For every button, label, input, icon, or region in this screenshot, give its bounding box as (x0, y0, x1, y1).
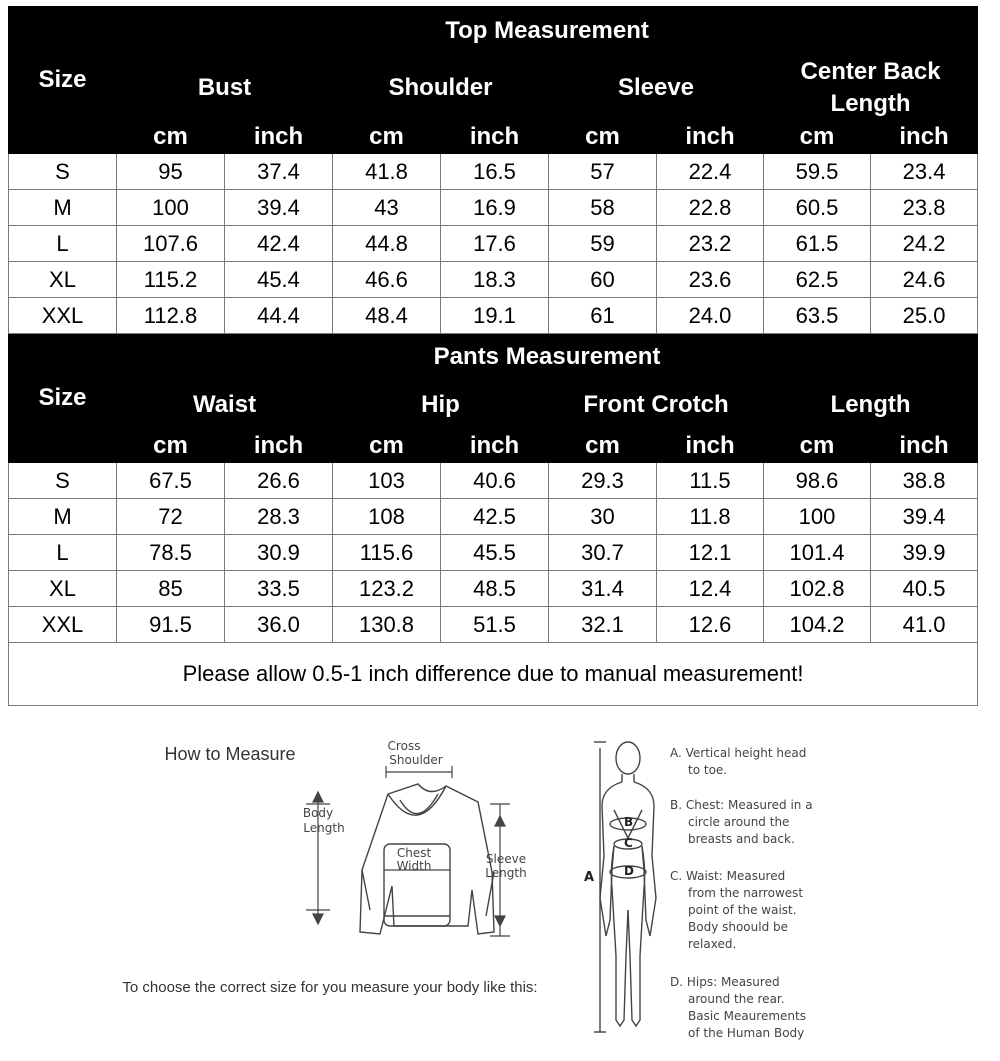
top-unit-header: cm (549, 121, 657, 154)
pants-value-cell: 12.6 (657, 607, 764, 643)
pants-table-row (9, 499, 978, 535)
pants-value-cell: 123.2 (333, 571, 441, 607)
top-value-cell: 44.4 (225, 298, 333, 334)
legend-line: relaxed. (688, 937, 737, 951)
pants-value-cell: 41.0 (871, 607, 978, 643)
body-length-label-line1: Body (302, 806, 334, 820)
pants-measurement-title: Pants Measurement (117, 334, 978, 381)
pants-size-cell: S (9, 463, 117, 499)
size-chart-table (8, 6, 978, 706)
top-measurement-title: Top Measurement (117, 7, 978, 56)
pants-value-cell: 40.6 (441, 463, 549, 499)
legend-line: to toe. (688, 763, 728, 777)
pants-unit-header: cm (549, 430, 657, 463)
pants-value-cell: 101.4 (764, 535, 871, 571)
top-unit-header: inch (871, 121, 978, 154)
top-size-header: Size (9, 7, 117, 154)
top-value-cell: 62.5 (764, 262, 871, 298)
pants-value-cell: 42.5 (441, 499, 549, 535)
top-table-row (9, 226, 978, 262)
pants-unit-header: cm (117, 430, 225, 463)
top-size-cell: L (9, 226, 117, 262)
top-value-cell: 24.2 (871, 226, 978, 262)
pants-value-cell: 38.8 (871, 463, 978, 499)
top-table-row (9, 190, 978, 226)
pants-size-cell: XXL (9, 607, 117, 643)
top-value-cell: 39.4 (225, 190, 333, 226)
pants-table-row (9, 571, 978, 607)
top-value-cell: 42.4 (225, 226, 333, 262)
body-length-label-line2: Length (303, 821, 345, 835)
cross-label-line2: Shoulder (389, 753, 443, 767)
top-value-cell: 95 (117, 154, 225, 190)
top-size-cell: S (9, 154, 117, 190)
pants-value-cell: 36.0 (225, 607, 333, 643)
sleeve-length-label-line2: Length (485, 866, 527, 880)
top-value-cell: 60 (549, 262, 657, 298)
top-value-cell: 59.5 (764, 154, 871, 190)
measurement-legend (670, 746, 813, 1040)
pants-table-row (9, 463, 978, 499)
pants-group-front-crotch: Front Crotch (549, 381, 764, 430)
top-value-cell: 41.8 (333, 154, 441, 190)
top-value-cell: 60.5 (764, 190, 871, 226)
pants-value-cell: 98.6 (764, 463, 871, 499)
pants-value-cell: 39.4 (871, 499, 978, 535)
top-value-cell: 48.4 (333, 298, 441, 334)
pants-group-hip: Hip (333, 381, 549, 430)
legend-line: circle around the (688, 815, 790, 829)
pants-value-cell: 108 (333, 499, 441, 535)
pants-value-cell: 31.4 (549, 571, 657, 607)
top-unit-header: cm (117, 121, 225, 154)
pants-size-header: Size (9, 334, 117, 463)
top-value-cell: 61 (549, 298, 657, 334)
pants-value-cell: 91.5 (117, 607, 225, 643)
top-value-cell: 59 (549, 226, 657, 262)
pants-value-cell: 45.5 (441, 535, 549, 571)
legend-line: B. Chest: Measured in a (670, 798, 813, 812)
chest-width-label-line1: Chest (396, 846, 432, 860)
top-value-cell: 23.4 (871, 154, 978, 190)
size-chart (8, 6, 977, 706)
legend-line: Basic Meaurements (688, 1009, 806, 1023)
pants-value-cell: 33.5 (225, 571, 333, 607)
top-group-sleeve: Sleeve (549, 56, 764, 121)
top-size-cell: M (9, 190, 117, 226)
pants-value-cell: 30.9 (225, 535, 333, 571)
pants-value-cell: 26.6 (225, 463, 333, 499)
legend-line: from the narrowest (688, 886, 804, 900)
pants-value-cell: 30 (549, 499, 657, 535)
top-value-cell: 23.6 (657, 262, 764, 298)
pants-value-cell: 130.8 (333, 607, 441, 643)
pants-value-cell: 30.7 (549, 535, 657, 571)
legend-line: of the Human Body (688, 1026, 805, 1040)
pants-unit-header: inch (225, 430, 333, 463)
top-group-center-back-length: Center Back Length (764, 56, 978, 121)
top-value-cell: 16.9 (441, 190, 549, 226)
top-unit-header: inch (441, 121, 549, 154)
top-value-cell: 16.5 (441, 154, 549, 190)
pants-value-cell: 103 (333, 463, 441, 499)
top-value-cell: 22.4 (657, 154, 764, 190)
pants-value-cell: 51.5 (441, 607, 549, 643)
legend-line: C. Waist: Measured (670, 869, 786, 883)
top-value-cell: 44.8 (333, 226, 441, 262)
top-value-cell: 25.0 (871, 298, 978, 334)
top-value-cell: 107.6 (117, 226, 225, 262)
top-unit-header: cm (764, 121, 871, 154)
body-letter-c: C (624, 836, 633, 850)
legend-line: point of the waist. (688, 903, 797, 917)
top-value-cell: 17.6 (441, 226, 549, 262)
top-value-cell: 115.2 (117, 262, 225, 298)
pants-unit-header: inch (657, 430, 764, 463)
pants-value-cell: 100 (764, 499, 871, 535)
pants-value-cell: 67.5 (117, 463, 225, 499)
body-letter-b: B (624, 815, 634, 829)
pants-group-length: Length (764, 381, 978, 430)
pants-value-cell: 40.5 (871, 571, 978, 607)
top-value-cell: 18.3 (441, 262, 549, 298)
pants-table-row (9, 535, 978, 571)
top-value-cell: 100 (117, 190, 225, 226)
top-value-cell: 37.4 (225, 154, 333, 190)
top-unit-header: inch (657, 121, 764, 154)
legend-line: D. Hips: Measured (670, 975, 780, 989)
how-to-measure-section (0, 720, 1000, 1060)
pants-size-cell: M (9, 499, 117, 535)
top-size-cell: XXL (9, 298, 117, 334)
pants-table-row (9, 607, 978, 643)
pants-size-cell: L (9, 535, 117, 571)
body-letter-d: D (624, 864, 634, 878)
body-letter-a: A (584, 870, 595, 885)
pants-value-cell: 11.8 (657, 499, 764, 535)
pants-measurement-section (9, 334, 978, 643)
top-value-cell: 24.6 (871, 262, 978, 298)
pants-value-cell: 32.1 (549, 607, 657, 643)
top-value-cell: 57 (549, 154, 657, 190)
top-unit-header: cm (333, 121, 441, 154)
pants-unit-header: inch (441, 430, 549, 463)
top-value-cell: 19.1 (441, 298, 549, 334)
top-value-cell: 58 (549, 190, 657, 226)
pants-group-waist: Waist (117, 381, 333, 430)
top-value-cell: 43 (333, 190, 441, 226)
pants-value-cell: 48.5 (441, 571, 549, 607)
pants-value-cell: 115.6 (333, 535, 441, 571)
top-table-row (9, 262, 978, 298)
pants-size-cell: XL (9, 571, 117, 607)
measure-illustration (0, 720, 1000, 1060)
choose-size-instruction: To choose the correct size for you measure your body like this: (122, 979, 538, 996)
top-value-cell: 23.2 (657, 226, 764, 262)
pants-unit-header: cm (764, 430, 871, 463)
legend-line: Body shoould be (688, 920, 789, 934)
how-to-measure-title: How to Measure (164, 744, 296, 764)
pants-value-cell: 12.1 (657, 535, 764, 571)
pants-value-cell: 104.2 (764, 607, 871, 643)
pants-value-cell: 28.3 (225, 499, 333, 535)
pants-value-cell: 39.9 (871, 535, 978, 571)
legend-line: A. Vertical height head (670, 746, 807, 760)
pants-value-cell: 29.3 (549, 463, 657, 499)
legend-line: around the rear. (688, 992, 785, 1006)
chest-width-label-line2: Width (396, 859, 432, 873)
legend-line: breasts and back. (688, 832, 795, 846)
top-group-shoulder: Shoulder (333, 56, 549, 121)
top-measurement-section (9, 7, 978, 334)
cross-label-line1: Cross (387, 739, 421, 753)
top-value-cell: 45.4 (225, 262, 333, 298)
pants-value-cell: 12.4 (657, 571, 764, 607)
top-unit-header: inch (225, 121, 333, 154)
pants-value-cell: 11.5 (657, 463, 764, 499)
top-table-row (9, 154, 978, 190)
top-value-cell: 23.8 (871, 190, 978, 226)
top-value-cell: 46.6 (333, 262, 441, 298)
top-value-cell: 112.8 (117, 298, 225, 334)
pants-unit-header: inch (871, 430, 978, 463)
top-value-cell: 61.5 (764, 226, 871, 262)
pants-value-cell: 72 (117, 499, 225, 535)
pants-value-cell: 85 (117, 571, 225, 607)
top-value-cell: 63.5 (764, 298, 871, 334)
pants-unit-header: cm (333, 430, 441, 463)
top-value-cell: 22.8 (657, 190, 764, 226)
sleeve-length-label-line1: Sleeve (485, 852, 527, 866)
top-size-cell: XL (9, 262, 117, 298)
pants-value-cell: 102.8 (764, 571, 871, 607)
pants-value-cell: 78.5 (117, 535, 225, 571)
top-table-row (9, 298, 978, 334)
human-figure-icon (594, 742, 656, 1032)
measurement-note: Please allow 0.5-1 inch difference due to manual measurement! (9, 643, 978, 706)
top-value-cell: 24.0 (657, 298, 764, 334)
top-group-bust: Bust (117, 56, 333, 121)
